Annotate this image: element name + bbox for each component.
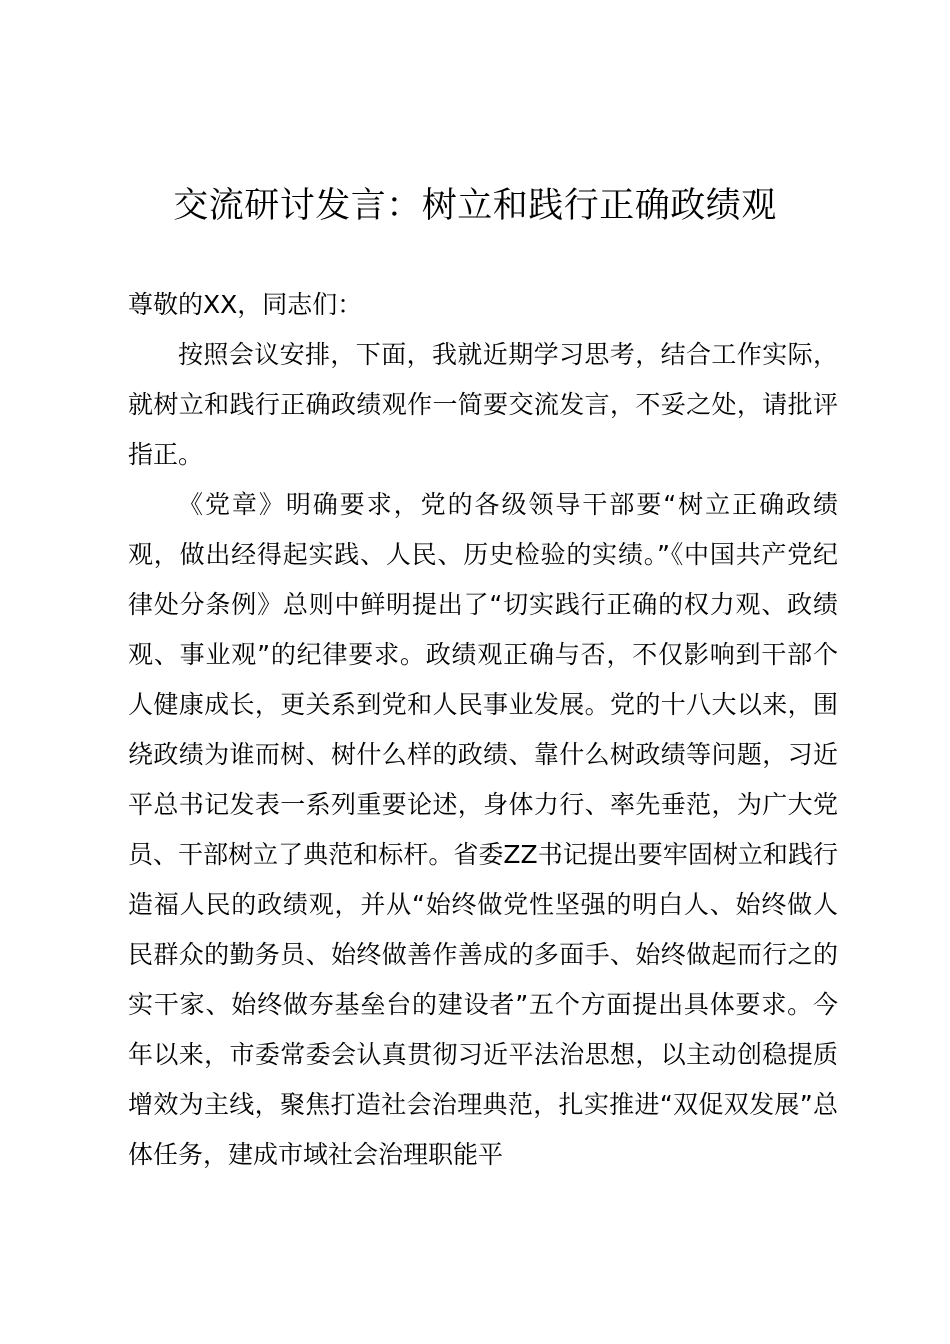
document-title: 交流研讨发言：树立和践行正确政绩观: [173, 186, 777, 226]
paragraph-intro: 按照会议安排，下面，我就近期学习思考，结合工作实际，就树立和践行正确政绩观作一简要交流发言，不妥之处，请批评指正。: [128, 340, 838, 469]
salutation: 尊敬的XX，同志们：: [128, 290, 363, 319]
paragraph-main: 《党章》明确要求，党的各级领导干部要“树立正确政绩观，做出经得起实践、人民、历史检验的实绩。”《中国共产党纪律处分条例》总则中鲜明提出了“切实践行正确的权力观、政绩观、事业观”的纪律要求。政绩观正确与否，不仅影响到干部个人健康成长，更关系到党和人民事业发展。党的十八大以来，围绕政绩为谁而树、树什么样的政绩、靠什么树政绩等问题，习近平总书记发表一系列重要论述，身体力行、率先垂范，为广大党员、干部树立了典范和标杆。省委ZZ书记提出要牢固树立和践行造福人民的政绩观，并从“始终做党性坚强的明白人、始终做人民群众的勤务员、始终做善作善成的多面手、始终做起而行之的实干家、始终做夯基垒台的建设者”五个方面提出具体要求。今年以来，市委常委会认真贯彻习近平法治思想，以主动创稳提质增效为主线，聚焦打造社会治理典范，扎实推进“双促双发展”总体任务，建成市域社会治理职能平: [128, 490, 838, 1169]
